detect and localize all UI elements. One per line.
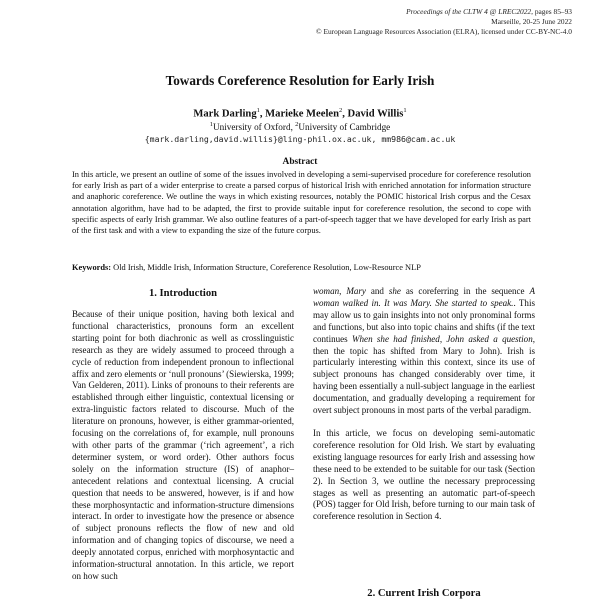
paper-title: Towards Coreference Resolution for Early Irish <box>165 73 435 88</box>
keywords-label: Keywords: <box>72 263 112 272</box>
affiliation-name: University of Oxford <box>212 122 291 133</box>
section-heading-introduction: 1. Introduction <box>148 288 218 299</box>
affil-separator: , <box>290 122 296 133</box>
abstract-text: In this article, we present an outline of some of the issues involved in developing a semi-supervised procedure for coreference resolution for early Irish as part of a wider enterprise to create a parsed corpus of historical Irish with enriched annotation for information structure and anaphoric coreference. We outline the ways in which existing resources, notably the POMIC historical Irish corpus and the Cesax annotation algorithm, have had to be adapted, the first to provide suitable input for coreference resolution, the second to cope with specific aspects of early Irish grammar. We also outline features of a part-of-speech tagger that we have developed for early Irish as part of the first task and with a view to expanding the size of the future corpus. <box>72 170 531 236</box>
body-text: . This may allow us to gain insights into not only pronominal forms and functions, but also into topic chains and shifts (if the text continues <box>313 297 535 344</box>
affiliations <box>0 121 600 132</box>
author-name: David Willis <box>347 108 404 120</box>
example-text: she <box>388 286 401 296</box>
proceedings-header <box>152 7 572 38</box>
author-affil-mark: 1 <box>403 107 407 114</box>
example-text: woman <box>313 286 340 296</box>
author-list <box>0 107 600 120</box>
keywords <box>72 262 531 273</box>
affil-mark: 2 <box>295 121 299 128</box>
author-separator: , <box>342 108 348 120</box>
example-text: A woman walked in. It was Mary. She started to speak. <box>313 286 535 308</box>
affiliation-name: University of Cambridge <box>298 122 391 133</box>
example-text: Mary <box>346 286 366 296</box>
author-name: Mark Darling <box>193 108 257 120</box>
author-affil-mark: 2 <box>339 107 343 114</box>
body-text: and <box>365 286 389 296</box>
right-paragraph-1 <box>313 286 535 417</box>
author-name: Marieke Meelen <box>265 108 339 120</box>
body-text: as coreferring in the sequence <box>400 286 530 296</box>
body-text: , then the topic has shifted from Mary to John). Irish is particularly interesting within this context, since its use of subject pronouns has changed considerably over time, it having been essentially a null-subject language in the earliest documentation, and gradually developing a requirement for overt subject pronouns in most parts of the verbal paradigm. <box>313 333 535 416</box>
author-affil-mark: 1 <box>256 107 260 114</box>
body-text: , <box>339 286 347 296</box>
author-emails: {mark.darling,david.willis}@ling-phil.ox.ac.uk, mm986@cam.ac.uk <box>144 134 456 144</box>
introduction-paragraph: Because of their unique position, having both lexical and functional characteristics, pronouns form an excellent starting point for both diachronic as well as crosslinguistic research as they are widely assumed to proceed through a cycle of reduction from independent pronoun to inflectional affix and zero elements or ‘null pronouns’ (Siewierska, 1999; Van Gelderen, 2011). Links of pronouns to their referents are established through either linguistic, contextual licensing or extra-linguistic factors related to discourse. Much of the literature on pronouns, however, is either grammar-oriented, focusing on the correlations of, for example, null pronouns with other parts of the grammar (‘rich agreement’, a rich determiner system, or word order). Other authors focus solely on the information structure (IS) of anaphor–antecedent relations and contextual licensing. A crucial question that needs to be answered, however, is if and how these morphosyntactic and information-structure dimensions interact. In order to investigate how the presence or absence of subject pronouns reflects the flow of new and old information and of changing topics of discourse, we need a deeply annotated corpus, enriched with morphosyntactic and information-structural annotation. In this article, we report on how such <box>72 309 295 581</box>
proceedings-name: Proceedings of the CLTW 4 @ LREC2022 <box>406 7 532 16</box>
author-separator: , <box>259 108 266 120</box>
proceedings-pages: , pages 85–93 <box>531 7 572 16</box>
example-text: When she had finished, John asked a question <box>352 333 533 344</box>
proceedings-location: Marseille, 20-25 June 2022 <box>491 17 572 27</box>
abstract-heading: Abstract <box>282 157 318 167</box>
right-paragraph-2: In this article, we focus on developing semi-automatic coreference resolution for Old Irish. We start by evaluating existing language resources for early Irish and assessing how these need to be extended to be suitable for our task (Section 2). In Section 3, we outline the necessary preprocessing stages as well as presenting an automatic part-of-speech (POS) tagger for Old Irish, before turning to our main task of coreference resolution in Section 4. <box>313 427 535 522</box>
section-heading-corpora: 2. Current Irish Corpora <box>367 588 481 599</box>
proceedings-license: © European Language Resources Association (ELRA), licensed under CC-BY-NC-4.0 <box>315 27 572 37</box>
affil-mark: 1 <box>209 121 213 128</box>
keywords-text: Old Irish, Middle Irish, Information Structure, Coreference Resolution, Low-Resource NLP <box>113 263 421 272</box>
left-column <box>72 309 294 583</box>
right-column <box>313 286 535 523</box>
